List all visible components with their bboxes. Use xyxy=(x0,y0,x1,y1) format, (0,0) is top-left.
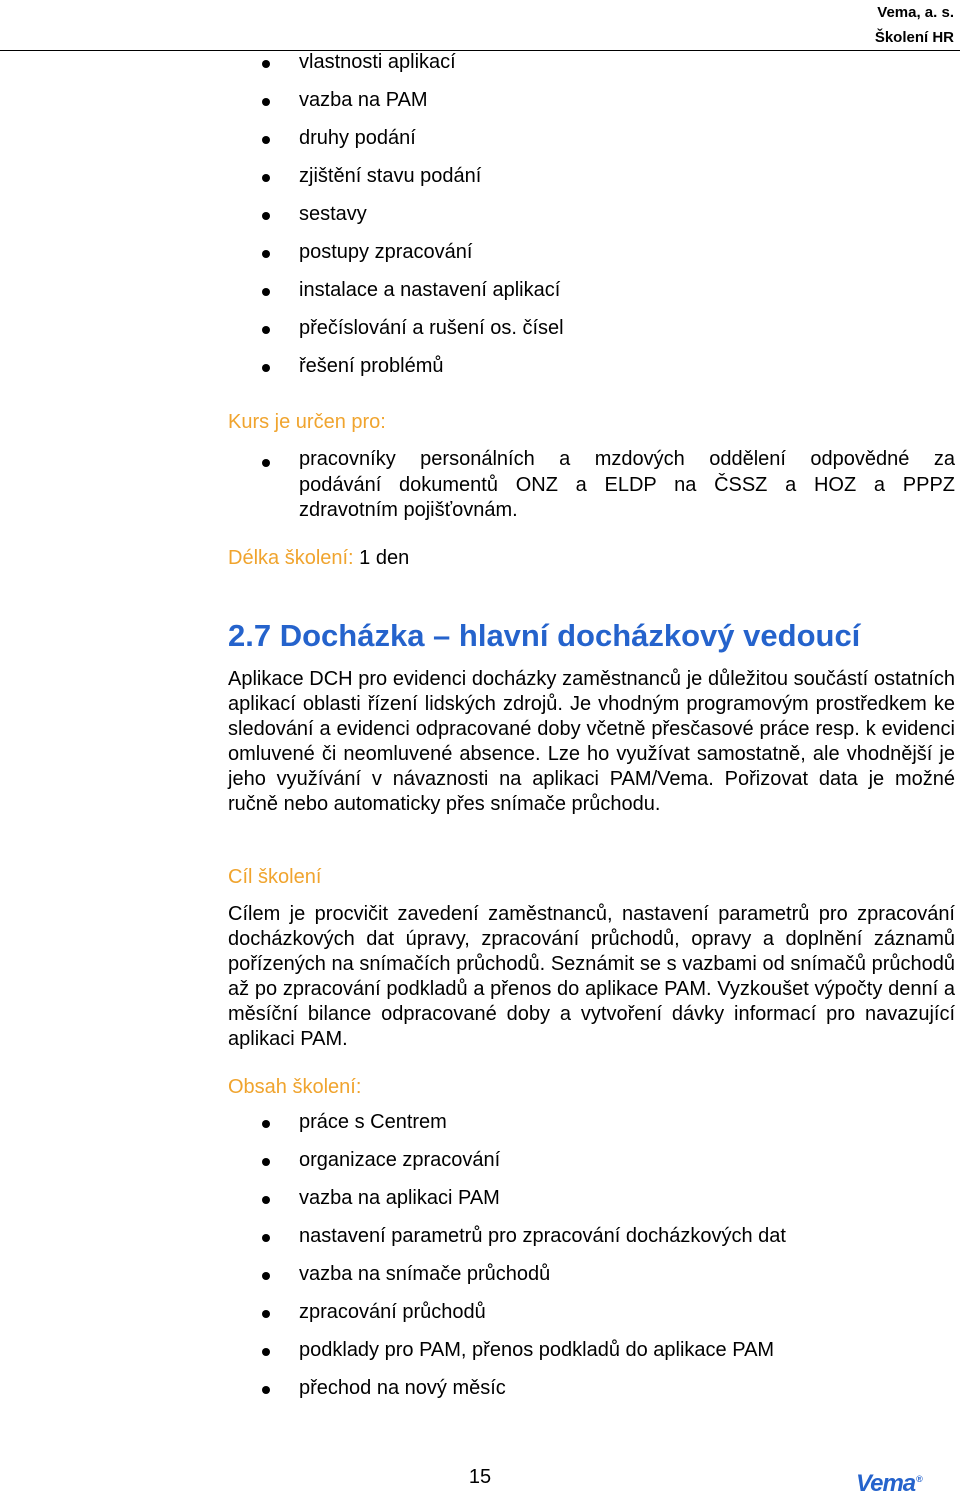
goal-heading: Cíl školení xyxy=(228,866,322,888)
audience-heading: Kurs je určen pro: xyxy=(228,411,386,433)
list-item: vazba na PAM xyxy=(0,86,960,124)
bullet-icon xyxy=(262,1234,270,1242)
bullet-icon xyxy=(262,1386,270,1394)
bullet-icon xyxy=(262,60,270,68)
section-title: 2.7 Docházka – hlavní docházkový vedoucí xyxy=(228,618,861,653)
bullet-icon xyxy=(262,250,270,258)
list-item: druhy podání xyxy=(0,124,960,162)
list-item: práce s Centrem xyxy=(0,1108,960,1146)
list-item: vlastnosti aplikací xyxy=(0,48,960,86)
bullet-icon xyxy=(262,136,270,144)
list-item: vazba na snímače průchodů xyxy=(0,1260,960,1298)
list-item: nastavení parametrů pro zpracování docházkových dat xyxy=(0,1222,960,1260)
bullet-icon xyxy=(262,1158,270,1166)
page-number: 15 xyxy=(468,1466,492,1488)
list-item: zjištění stavu podání xyxy=(0,162,960,200)
bullet-icon xyxy=(262,174,270,182)
bullet-icon xyxy=(262,1120,270,1128)
audience-line-3: zdravotním pojišťovnám. xyxy=(299,499,518,521)
bullet-icon xyxy=(262,459,270,467)
list-item: podklady pro PAM, přenos podkladů do aplikace PAM xyxy=(0,1336,960,1374)
content-heading: Obsah školení: xyxy=(228,1076,362,1098)
list-item: přečíslování a rušení os. čísel xyxy=(0,314,960,352)
duration-label: Délka školení: xyxy=(228,547,354,569)
list-item: organizace zpracování xyxy=(0,1146,960,1184)
list-item: zpracování průchodů xyxy=(0,1298,960,1336)
bullet-icon xyxy=(262,1310,270,1318)
page-header xyxy=(875,0,954,50)
header-doc-title: Školení HR xyxy=(874,29,954,46)
audience-line-1: pracovníky personálních a mzdových oddělení odpovědné za xyxy=(299,448,955,470)
bullet-icon xyxy=(262,98,270,106)
vema-logo xyxy=(856,1470,922,1498)
content-list xyxy=(0,1108,960,1412)
list-item: sestavy xyxy=(0,200,960,238)
bullet-icon xyxy=(262,326,270,334)
registered-mark: ® xyxy=(916,1474,922,1484)
audience-line-2: podávání dokumentů ONZ a ELDP na ČSSZ a HOZ a PPPZ xyxy=(299,474,955,496)
duration xyxy=(228,545,409,571)
topics-list xyxy=(0,48,960,390)
duration-value: 1 den xyxy=(353,547,410,569)
bullet-icon xyxy=(262,212,270,220)
list-item: vazba na aplikaci PAM xyxy=(0,1184,960,1222)
header-company: Vema, a. s. xyxy=(877,4,954,21)
bullet-icon xyxy=(262,1196,270,1204)
bullet-icon xyxy=(262,364,270,372)
bullet-icon xyxy=(262,1272,270,1280)
list-item: přechod na nový měsíc xyxy=(0,1374,960,1412)
list-item: instalace a nastavení aplikací xyxy=(0,276,960,314)
goal-text: Cílem je procvičit zavedení zaměstnanců, nastavení parametrů pro zpracování docházkových dat úpravy, zpracování průchodů, opravy a doplnění záznamů pořízených na snímačích průchodů. Seznámit se s vazbami od snímačů průchodů až po zpracování podkladů a přenos do aplikace PAM. Vyzkoušet výpočty denní a měsíční bilance odpracované doby a vytvoření dávky informací pro navazující aplikaci PAM. xyxy=(228,903,955,1050)
list-item: řešení problémů xyxy=(0,352,960,390)
bullet-icon xyxy=(262,288,270,296)
list-item: postupy zpracování xyxy=(0,238,960,276)
logo-text: Vema xyxy=(856,1470,916,1497)
section-intro: Aplikace DCH pro evidenci docházky zaměstnanců je důležitou součástí ostatních aplikací oblasti řízení lidských zdrojů. Je vhodným programovým prostředkem ke sledování a evidenci odpracované doby včetně přesčasové práce resp. k evidenci omluvené či neomluvené absence. Lze ho využívat samostatně, ale vhodnější je jeho využívání v návaznosti na aplikaci PAM/Vema. Pořizovat data je možné ručně nebo automaticky přes snímače průchodu. xyxy=(228,668,955,815)
bullet-icon xyxy=(262,1348,270,1356)
